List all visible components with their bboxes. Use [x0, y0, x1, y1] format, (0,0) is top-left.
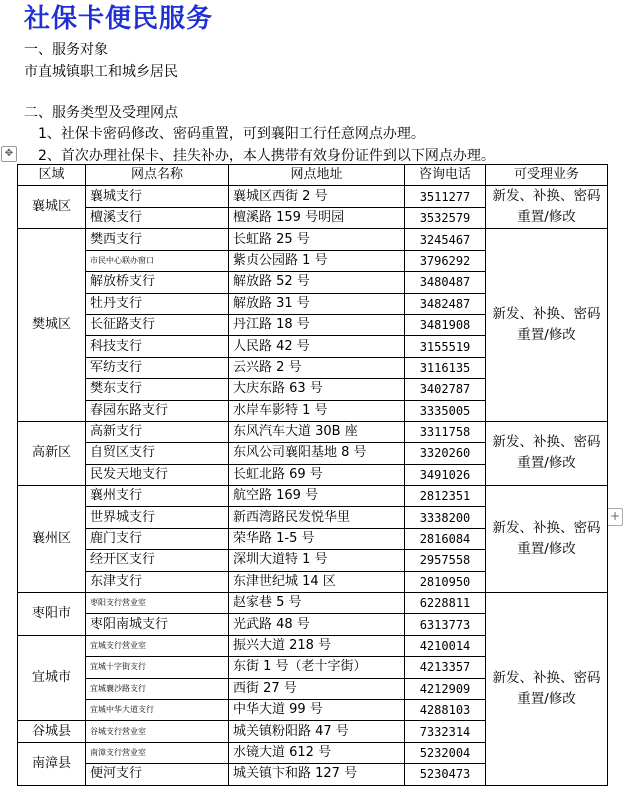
services-cell: 新发、补换、密码重置/修改	[486, 486, 608, 593]
address-cell: 檀溪路 159 号明园	[229, 207, 405, 229]
address-cell: 人民路 42 号	[229, 336, 405, 357]
address-cell: 城关镇卞和路 127 号	[229, 764, 405, 785]
branch-name-cell: 便河支行	[86, 764, 229, 785]
address-cell: 城关镇粉阳路 47 号	[229, 721, 405, 742]
region-cell: 南漳县	[18, 742, 86, 785]
header-phone: 咨询电话	[405, 165, 486, 186]
branch-name-cell: 经开区支行	[86, 550, 229, 571]
branch-name-cell: 民发天地支行	[86, 464, 229, 485]
header-branch-name: 网点名称	[86, 165, 229, 186]
phone-cell: 3311758	[405, 421, 486, 442]
phone-cell: 4213357	[405, 657, 486, 678]
service-item-1: 1、社保卡密码修改、密码重置，可到襄阳工行任意网点办理。	[38, 126, 425, 142]
branch-name-cell: 襄州支行	[86, 486, 229, 507]
address-cell: 荣华路 1-5 号	[229, 528, 405, 549]
address-cell: 新西湾路民发悦华里	[229, 507, 405, 528]
table-row	[18, 229, 608, 250]
branch-name-cell: 宜城十字街支行	[86, 657, 229, 678]
address-cell: 水镜大道 612 号	[229, 742, 405, 763]
branch-name-cell: 檀溪支行	[86, 207, 229, 229]
branch-name-cell: 枣阳支行营业室	[86, 593, 229, 614]
phone-cell: 6313773	[405, 614, 486, 635]
phone-cell: 3482487	[405, 293, 486, 314]
phone-cell: 5232004	[405, 742, 486, 763]
region-cell: 枣阳市	[18, 593, 86, 636]
phone-cell: 2812351	[405, 486, 486, 507]
table-row	[18, 486, 608, 507]
table-row	[18, 186, 608, 208]
phone-cell: 3511277	[405, 186, 486, 208]
header-services: 可受理业务	[486, 165, 608, 186]
phone-cell: 6228811	[405, 593, 486, 614]
phone-cell: 4288103	[405, 699, 486, 720]
table-row	[18, 421, 608, 442]
branch-name-cell: 东津支行	[86, 571, 229, 592]
add-column-plus-icon[interactable]: +	[607, 508, 623, 526]
branch-name-cell: 襄城支行	[86, 186, 229, 208]
phone-cell: 3320260	[405, 443, 486, 464]
header-address: 网点地址	[229, 165, 405, 186]
branch-name-cell: 自贸区支行	[86, 443, 229, 464]
phone-cell: 3338200	[405, 507, 486, 528]
address-cell: 赵家巷 5 号	[229, 593, 405, 614]
branch-name-cell: 樊西支行	[86, 229, 229, 250]
address-cell: 长虹路 25 号	[229, 229, 405, 250]
branch-name-cell: 鹿门支行	[86, 528, 229, 549]
section2-heading: 二、服务类型及受理网点	[24, 105, 178, 121]
table-move-handle-icon[interactable]: ✥	[1, 146, 17, 162]
phone-cell: 3532579	[405, 207, 486, 229]
services-cell: 新发、补换、密码重置/修改	[486, 229, 608, 422]
services-cell: 新发、补换、密码重置/修改	[486, 421, 608, 485]
branch-name-cell: 市民中心联办窗口	[86, 250, 229, 271]
region-cell: 襄城区	[18, 186, 86, 229]
phone-cell: 4212909	[405, 678, 486, 699]
region-cell: 襄州区	[18, 486, 86, 593]
address-cell: 云兴路 2 号	[229, 357, 405, 378]
service-item-2: 2、首次办理社保卡、挂失补办，本人携带有效身份证件到以下网点办理。	[38, 148, 495, 164]
branch-name-cell: 科技支行	[86, 336, 229, 357]
phone-cell: 3245467	[405, 229, 486, 250]
phone-cell: 3481908	[405, 314, 486, 335]
branch-name-cell: 樊东支行	[86, 379, 229, 400]
services-cell: 新发、补换、密码重置/修改	[486, 593, 608, 786]
region-cell: 宜城市	[18, 635, 86, 721]
phone-cell: 2957558	[405, 550, 486, 571]
region-cell: 谷城县	[18, 721, 86, 742]
branch-name-cell: 春园东路支行	[86, 400, 229, 421]
table-row	[18, 593, 608, 614]
address-cell: 大庆东路 63 号	[229, 379, 405, 400]
phone-cell: 5230473	[405, 764, 486, 785]
branch-name-cell: 高新支行	[86, 421, 229, 442]
address-cell: 东津世纪城 14 区	[229, 571, 405, 592]
phone-cell: 3335005	[405, 400, 486, 421]
phone-cell: 4210014	[405, 635, 486, 656]
phone-cell: 2810950	[405, 571, 486, 592]
branch-table	[17, 164, 608, 786]
phone-cell: 3796292	[405, 250, 486, 271]
branch-name-cell: 世界城支行	[86, 507, 229, 528]
address-cell: 西街 27 号	[229, 678, 405, 699]
branch-name-cell: 谷城支行营业室	[86, 721, 229, 742]
branch-name-cell: 宜城襄沙路支行	[86, 678, 229, 699]
address-cell: 东风汽车大道 30B 座	[229, 421, 405, 442]
phone-cell: 3116135	[405, 357, 486, 378]
address-cell: 振兴大道 218 号	[229, 635, 405, 656]
phone-cell: 7332314	[405, 721, 486, 742]
phone-cell: 3491026	[405, 464, 486, 485]
page-title: 社保卡便民服务	[24, 4, 214, 34]
address-cell: 长虹北路 69 号	[229, 464, 405, 485]
phone-cell: 3155519	[405, 336, 486, 357]
branch-name-cell: 牡丹支行	[86, 293, 229, 314]
branch-name-cell: 长征路支行	[86, 314, 229, 335]
branch-name-cell: 枣阳南城支行	[86, 614, 229, 635]
section1-heading: 一、服务对象	[24, 42, 108, 58]
address-cell: 水岸车影特 1 号	[229, 400, 405, 421]
region-cell: 樊城区	[18, 229, 86, 422]
address-cell: 襄城区西街 2 号	[229, 186, 405, 208]
region-cell: 高新区	[18, 421, 86, 485]
branch-name-cell: 解放桥支行	[86, 272, 229, 293]
section1-body: 市直城镇职工和城乡居民	[24, 64, 178, 80]
table-header-row	[18, 165, 608, 186]
phone-cell: 3480487	[405, 272, 486, 293]
address-cell: 丹江路 18 号	[229, 314, 405, 335]
branch-name-cell: 宜城中华大道支行	[86, 699, 229, 720]
address-cell: 解放路 31 号	[229, 293, 405, 314]
branch-name-cell: 南漳支行营业室	[86, 742, 229, 763]
address-cell: 东风公司襄阳基地 8 号	[229, 443, 405, 464]
address-cell: 中华大道 99 号	[229, 699, 405, 720]
address-cell: 东街 1 号（老十字街）	[229, 657, 405, 678]
address-cell: 深圳大道特 1 号	[229, 550, 405, 571]
address-cell: 解放路 52 号	[229, 272, 405, 293]
branch-name-cell: 军纺支行	[86, 357, 229, 378]
phone-cell: 2816084	[405, 528, 486, 549]
branch-name-cell: 宜城支行营业室	[86, 635, 229, 656]
address-cell: 航空路 169 号	[229, 486, 405, 507]
header-region: 区域	[18, 165, 86, 186]
address-cell: 光武路 48 号	[229, 614, 405, 635]
services-cell: 新发、补换、密码重置/修改	[486, 186, 608, 229]
address-cell: 紫贞公园路 1 号	[229, 250, 405, 271]
phone-cell: 3402787	[405, 379, 486, 400]
